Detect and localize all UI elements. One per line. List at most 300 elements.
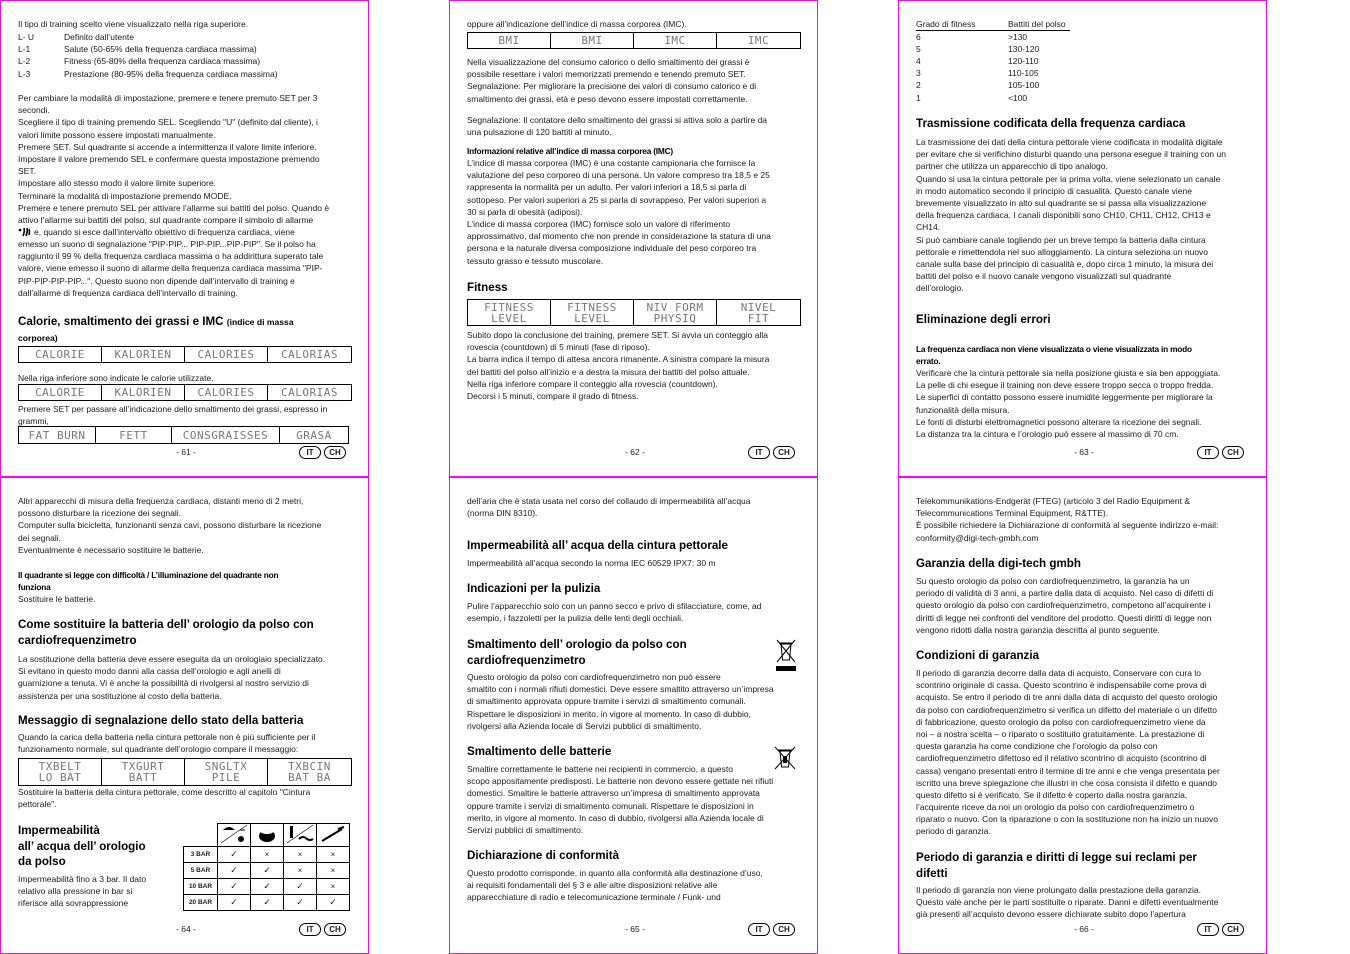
text-line: noi – a nostra scelta – o riparato o sostituito gratuitamente. La prestazione di xyxy=(916,728,1205,739)
text-line: da polso con cardiofrequenzimetro si verifica un difetto del materiale o un difetto xyxy=(916,704,1217,715)
text-line: merito, in vigore al momento. In caso di dubbio, rivolgersi alla Azienda locale di xyxy=(467,812,764,823)
water-resistance-table xyxy=(183,823,350,911)
text-line: cardiofrequenzimetro difettoso ed il relativo scontrino di acquisto (scontrino di xyxy=(916,753,1207,764)
table-cell: >130 xyxy=(1008,32,1028,43)
paragraph xyxy=(18,18,248,30)
text-line: smaltimento dei grassi, età e peso devono essere impostati correttamente. xyxy=(467,93,748,104)
cross-icon: × xyxy=(317,879,350,895)
page-number: - 65 - xyxy=(625,924,645,934)
heading-subtext: corporea) xyxy=(18,333,58,343)
lcd-cell: NIV FORM PHYSIQ xyxy=(634,300,717,325)
text-line: funzionalità della misura. xyxy=(916,404,1010,415)
lcd-display-calories xyxy=(18,346,352,363)
text-line: Eventualmente è necessario sostituire le batterie. xyxy=(18,544,204,555)
table-cell: 105-100 xyxy=(1008,80,1040,91)
badge-it: IT xyxy=(748,923,770,936)
text-line: Terminare la modalità di impostazione premendo MODE. xyxy=(18,190,232,201)
text-line: Il quadrante si legge con difficoltà / L’illuminazione del quadrante non xyxy=(18,570,279,580)
text-line: La pelle di chi esegue il training non deve essere troppo secca o troppo fredda. xyxy=(916,380,1214,391)
badge-it: IT xyxy=(299,446,321,459)
heading-line: Smaltimento dell’ orologio da polso con xyxy=(467,638,687,651)
check-icon: ✓ xyxy=(284,879,317,895)
paragraph xyxy=(18,403,327,427)
text-line: raggiunto il 99 % della frequenza cardiaca massima o ha addirittura superato tale xyxy=(18,251,324,262)
language-badges xyxy=(1197,446,1244,459)
paragraph xyxy=(916,884,1218,921)
text-line: Si può cambiare canale togliendo per un breve tempo la batteria dalla cintura xyxy=(916,234,1206,245)
table-row xyxy=(916,55,1070,67)
lcd-cell: NIVEL FIT xyxy=(740,300,777,325)
paragraph xyxy=(18,653,325,702)
section-heading xyxy=(916,850,1197,881)
text-line: PIP-PIP-PIP-PIP...". Questo suono non dipende dall’intervallo di training e xyxy=(18,275,295,286)
paragraph xyxy=(916,495,1218,544)
text-line: dall’allarme di frequenza cardiaca dell’intervallo di training. xyxy=(18,287,238,298)
text-line: È possibile richiedere la Dichiarazione di conformità al seguente indirizzo e-mail: xyxy=(916,520,1219,531)
page-66 xyxy=(898,477,1267,954)
text-line: pettorale". xyxy=(18,799,57,810)
heading-text: Calorie, smaltimento dei grassi e IMC xyxy=(18,315,227,328)
paragraph xyxy=(916,667,1220,838)
text-line: questa garanzia ha come condizione che l’orologio da polso con xyxy=(916,741,1158,752)
heading-line: cardiofrequenzimetro xyxy=(18,633,137,647)
level-code: L- U xyxy=(18,32,35,42)
pressure-label: 10 BAR xyxy=(184,879,218,895)
paragraph xyxy=(916,367,1220,440)
text-line: dei battiti del polso all’inizio e a destra la misura dei battiti del polso attuale. xyxy=(467,366,750,377)
cross-icon: × xyxy=(317,863,350,879)
text-line: per evitare che si verifichino disturbi quando una persona esegue il training con un xyxy=(916,149,1226,160)
text-line: CH14. xyxy=(916,222,941,233)
text-line: Impostare allo stesso modo il valore limite superiore. xyxy=(18,178,216,189)
section-heading: Indicazioni per la pulizia xyxy=(467,582,601,595)
badge-it: IT xyxy=(299,923,321,936)
level-description: Salute (50-65% della frequenza cardiaca massima) xyxy=(64,44,257,55)
text-line: brevemente visualizzato in alto sul quadrante se si passa alla visualizzazione xyxy=(916,197,1207,208)
text-line: Servizi pubblici di smaltimento. xyxy=(467,824,584,835)
paragraph xyxy=(18,873,146,910)
check-icon: ✓ xyxy=(317,895,350,911)
text-line: sottopeso. Per valori superiori a 25 si parla di sovrappeso. Per valori superiori a xyxy=(467,194,767,205)
page-number: - 64 - xyxy=(176,924,196,934)
text-line: L’indice di massa corporea (IMC) è una costante campionaria che fornisce la xyxy=(467,158,756,168)
lcd-cell: TXBELT LO BAT xyxy=(19,759,102,785)
text-line: Il periodo di garanzia non viene prolungato dalla prestazione della garanzia. xyxy=(916,885,1201,895)
table-cell: 4 xyxy=(916,56,921,67)
check-icon: ✓ xyxy=(251,863,284,879)
heading-subtext: (indice di massa xyxy=(226,317,294,327)
level-description: Definito dall’utente xyxy=(64,32,134,42)
text-line: periodo di validità di 3 anni, a partire dalla data di acquisto. Nel caso di difetti di xyxy=(916,588,1214,599)
paragraph xyxy=(467,157,771,267)
text-line: Verificare che la cintura pettorale sia nella posizione giusta e sia ben appoggiata. xyxy=(916,368,1221,378)
check-icon: ✓ xyxy=(251,895,284,911)
crossed-bin-icon xyxy=(775,638,797,672)
text-line: smaltito con i normali rifiuti domestici. Deve essere smaltito attraverso un’impresa xyxy=(467,684,774,695)
language-badges xyxy=(748,446,795,459)
swimming-icon xyxy=(284,824,317,847)
pressure-label: 20 BAR xyxy=(184,895,218,911)
text-line: cassa) vengano presentati entro il termine di tre anni e che venga presentata per xyxy=(916,765,1220,776)
text-line: Quando la carica della batteria nella cintura pettorale non è più sufficiente per il xyxy=(18,732,316,742)
pressure-label: 5 BAR xyxy=(184,863,218,879)
text-line: Pulire l’apparecchio solo con un panno secco e privo di sfilacciature, come, ad xyxy=(467,601,762,611)
paragraph xyxy=(467,18,687,30)
heading-line: all’ acqua dell’ orologio xyxy=(18,839,146,853)
text-line: valutazione del peso corporeo di una persona. Un valore compreso tra 18,5 e 25 xyxy=(467,170,770,181)
section-heading: Eliminazione degli errori xyxy=(916,313,1051,326)
table-row xyxy=(184,863,350,879)
paragraph xyxy=(18,372,214,384)
text-line: errato. xyxy=(916,356,941,367)
text-line: relativo alla pressione in bar si xyxy=(18,886,133,897)
list-item xyxy=(18,31,278,43)
paragraph xyxy=(916,136,1226,294)
page-62 xyxy=(449,0,818,477)
text-line: Segnalazione: Per migliorare la precisione dei valori di consumo calorico e di xyxy=(467,81,757,92)
badge-ch: CH xyxy=(773,923,795,936)
paragraph xyxy=(467,114,767,138)
text-line: La frequenza cardiaca non viene visualizzata o viene visualizzata in modo xyxy=(916,344,1192,354)
text-line: Premere SET. Sul quadrante si accende a intermittenza il valore limite inferiore. xyxy=(18,141,317,152)
lcd-cell: SNGLTX PILE xyxy=(185,759,268,785)
text-line: emesso un suono di segnalazione "PIP-PIP... PIP-PIP...PIP-PIP". Se il polso ha xyxy=(18,239,316,249)
list-item xyxy=(18,68,278,80)
text-line: approssimativo, dal momento che non prende in considerazione la statura di una xyxy=(467,231,771,242)
text-line: Telekommunikations-Endgerät (FTEG) (articolo 3 del Radio Equipment & xyxy=(916,496,1191,506)
text-line: dei segnali. xyxy=(18,532,62,543)
lcd-cell: CONSGRAISSES xyxy=(172,427,280,443)
text-line: Questo prodotto corrisponde, in quanto alla conformità alla destinazione d’uso, xyxy=(467,868,763,878)
table-row xyxy=(184,879,350,895)
level-code: L-3 xyxy=(18,68,31,79)
badge-ch: CH xyxy=(324,446,346,459)
text-line: La distanza tra la cintura e l’orologio può essere al massimo di 70 cm. xyxy=(916,428,1179,439)
table-cell: 3 xyxy=(916,68,921,79)
subheading xyxy=(18,569,278,593)
heart-alarm-icon xyxy=(18,227,31,237)
text-line: SET. xyxy=(18,166,36,177)
text-line: della frequenza cardiaca. I canali disponibili sono CH10, CH11, CH12, CH13 e xyxy=(916,210,1211,221)
text-line: Impostare il valore premendo SEL e confermare questa impostazione premendo xyxy=(18,153,320,164)
cross-icon: × xyxy=(284,863,317,879)
subheading xyxy=(916,343,1192,367)
paragraph xyxy=(467,495,751,519)
lcd-cell: CALORIAS xyxy=(281,348,338,361)
check-icon: ✓ xyxy=(251,879,284,895)
text-line: in modo automatico secondo il principio di casualità. Questo canale viene xyxy=(916,185,1192,196)
text-line: rappresenta la normalità per un adulto. Per valori inferiori a 18,5 si parla di xyxy=(467,182,747,193)
section-heading: Messaggio di segnalazione dello stato della batteria xyxy=(18,714,304,727)
text-line: 30 si parla di obesità (adiposi). xyxy=(467,206,583,217)
badge-it: IT xyxy=(1197,446,1219,459)
lcd-cell: CALORIAS xyxy=(281,386,338,399)
table-cell: 120-110 xyxy=(1008,56,1039,67)
text-line: oppure tramite i servizi di smaltimento comunali. Rispettare le disposizioni in xyxy=(467,800,754,811)
text-line: Segnalazione: Il contatore dello smaltimento dei grassi si attiva solo a partire da xyxy=(467,115,768,125)
text-line: riferisce alla sovrappressione xyxy=(18,898,129,909)
lcd-cell: GRASA xyxy=(296,428,332,442)
section-heading: Condizioni di garanzia xyxy=(916,649,1040,662)
check-icon: ✓ xyxy=(218,895,251,911)
text-line: Subito dopo la conclusione del training, premere SET. Si avvia un conteggio alla xyxy=(467,330,768,340)
section-heading: Garanzia della digi-tech gmbh xyxy=(916,557,1081,570)
text-line: acquisto. Se entro il periodo di tre anni dalla data di acquisto del questo orologio xyxy=(916,692,1218,703)
text-line: apparecchiature di radio e telecomunicazione terminale / Funk- und xyxy=(467,892,721,903)
page-63 xyxy=(898,0,1267,477)
paragraph xyxy=(467,329,769,402)
text-line: vengono ridotti dalla nostra garanzia descritta al punto seguente. xyxy=(916,624,1160,635)
text-line: oppure all’indicazione dell’indice di massa corporea (IMC). xyxy=(467,19,687,29)
paragraph xyxy=(916,575,1213,636)
cross-icon: × xyxy=(251,847,284,863)
table-row xyxy=(916,79,1070,91)
crossed-battery-bin-icon xyxy=(773,745,797,771)
text-line: Computer sulla bicicletta, funzionanti senza cavi, possono disturbare la ricezione xyxy=(18,520,322,531)
table-cell: 110-105 xyxy=(1008,68,1039,79)
lcd-cell: IMC xyxy=(634,33,717,48)
lcd-cell: IMC xyxy=(747,34,770,47)
lcd-cell: TXBCIN BAT BA xyxy=(288,760,331,784)
diving-icon xyxy=(317,824,350,847)
text-line: L’indice di massa corporea (IMC) fornisce solo un valore di riferimento xyxy=(467,218,731,229)
text-line: canale sulla base del principio di casualità e, dopo circa 1 minuto, la misura dei xyxy=(916,258,1214,269)
level-code: L-2 xyxy=(18,56,31,67)
section-heading xyxy=(18,823,146,870)
column-header: Grado di fitness xyxy=(916,18,1008,31)
paragraph xyxy=(467,600,761,624)
text-line: di smaltimento approvata oppure tramite i servizi di smaltimento comunali. xyxy=(467,696,746,707)
table-row xyxy=(916,67,1070,79)
lcd-cell: CALORIE xyxy=(19,347,102,362)
text-line: iscritto una breve spiegazione che illustri in che cosa consista il difetto e quando xyxy=(916,777,1217,788)
text-line: Per cambiare la modalità di impostazione, premere e tenere premuto SET per 3 xyxy=(18,93,318,103)
check-icon: ✓ xyxy=(218,879,251,895)
text-line: diritti di legge nei confronti del venditore del prodotto. Questi diritti di legge non xyxy=(916,612,1212,623)
paragraph xyxy=(467,867,763,904)
text-line: scopo appositamente predisposti. Le batterie non devono essere gettate nei rifiuti xyxy=(467,776,774,787)
text-line: persona e la naturale diversa composizione individuale del peso corporeo tra xyxy=(467,243,757,254)
text-line: Sostituire la batteria della cintura pettorale, come descritto al capitolo "Cintura xyxy=(18,787,311,797)
rain-splash-icon xyxy=(218,824,251,847)
heading-line: Come sostituire la batteria dell’ orologio da polso con xyxy=(18,618,314,631)
text-line: Questo orologio da polso con cardiofrequenzimetro non può essere xyxy=(467,672,721,682)
section-heading xyxy=(467,637,687,668)
text-line: (norma DIN 8310). xyxy=(467,508,538,519)
fitness-grade-table xyxy=(916,18,1070,104)
text-line: Quando si usa la cintura pettorale per la prima volta, viene selezionato un canale xyxy=(916,173,1221,184)
lcd-cell: BMI xyxy=(551,33,634,48)
text-line: Scegliere il tipo di training premendo SEL. Scegliendo "U" (definito dal cliente), i xyxy=(18,117,318,128)
language-badges xyxy=(299,446,346,459)
check-icon: ✓ xyxy=(284,895,317,911)
paragraph xyxy=(18,731,316,755)
text-line: l’acquirente riceve da noi un orologio da polso con cardiofrequenzimetro o xyxy=(916,802,1195,813)
heading-line: Impermeabilità xyxy=(18,824,100,837)
heading-line: Periodo di garanzia e diritti di legge sui reclami per xyxy=(916,851,1197,864)
section-heading: Dichiarazione di conformità xyxy=(467,849,620,862)
list-item xyxy=(18,55,278,67)
text-line: La sostituzione della batteria deve essere eseguita da un orologiaio specializzato. xyxy=(18,654,326,664)
lcd-cell: FAT BURN xyxy=(19,427,96,443)
lcd-cell: KALORIEN xyxy=(102,347,185,362)
text-line: funziona xyxy=(18,582,51,593)
paragraph xyxy=(467,763,773,836)
table-row xyxy=(916,92,1070,104)
lcd-cell: FITNESS LEVEL xyxy=(551,300,634,325)
check-icon: ✓ xyxy=(218,847,251,863)
text-line: battiti del polso e il nuovo canale vengono visualizzati sul quadrante xyxy=(916,271,1172,282)
paragraph xyxy=(467,56,756,105)
text-line: funzionamento normale, sul quadrante dell’orologio compare il messaggio: xyxy=(18,744,299,755)
table-row xyxy=(184,895,350,911)
text-line: di fabbricazione, questo orologio da polso con cardiofrequenzimetro viene da xyxy=(916,716,1206,727)
text-line: Altri apparecchi di misura della frequenza cardiaca, distanti meno di 2 metri, xyxy=(18,496,304,506)
badge-ch: CH xyxy=(1222,923,1244,936)
badge-it: IT xyxy=(748,446,770,459)
text-line: conformity@digi-tech-gmbh.com xyxy=(916,532,1039,543)
text-line: Decorsi i 5 minuti, compare il grado di fitness. xyxy=(467,390,639,401)
badge-ch: CH xyxy=(324,923,346,936)
badge-ch: CH xyxy=(1222,446,1244,459)
text-line: Telecommunications Terminal Equipment, R&TTE). xyxy=(916,508,1109,519)
lcd-display-battery xyxy=(18,758,352,786)
cross-icon: × xyxy=(317,847,350,863)
text-line: Smaltire correttamente le batterie nei recipienti in commercio, a questo xyxy=(467,764,733,774)
level-description: Prestazione (80-95% della frequenza cardiaca massima) xyxy=(64,68,278,79)
lcd-display-fat-burn xyxy=(18,426,349,444)
lcd-cell: FETT xyxy=(96,427,172,443)
text-line: possono disturbare la ricezione dei segnali. xyxy=(18,508,182,519)
text-line: assistenza per una sostituzione al costo della batteria. xyxy=(18,690,222,701)
section-heading: Fitness xyxy=(467,281,508,294)
text-line: scontrino originale di cassa. Questo scontrino è indispensabile come prova di xyxy=(916,680,1207,691)
text-line: Le superfici di contatto possono essere inumidite leggermente per migliorare la xyxy=(916,392,1213,403)
section-heading xyxy=(18,314,294,346)
text-line: Nella riga inferiore compare il conteggio alla rovescia (countdown). xyxy=(467,378,718,389)
cross-icon: × xyxy=(284,847,317,863)
text-line: possibile resettare i valori memorizzati premendo e tenendo premuto SET. xyxy=(467,69,746,80)
page-number: - 61 - xyxy=(176,447,196,457)
paragraph xyxy=(18,495,321,556)
paragraph xyxy=(467,671,774,732)
text-line: dell’orologio. xyxy=(916,283,964,294)
text-line: secondi. xyxy=(18,105,50,116)
text-line: La barra indica il tempo di attesa ancora rimanente. A sinistra compare la misura xyxy=(467,354,770,365)
lcd-cell: FITNESS LEVEL xyxy=(468,300,551,325)
text-line: valore, viene emesso il suono di allarme della frequenza cardiaca massima "PIP- xyxy=(18,263,323,274)
lcd-cell: CALORIES xyxy=(185,347,268,362)
badge-it: IT xyxy=(1197,923,1219,936)
heading-line: difetti xyxy=(916,866,948,880)
text-line: guarnizione a tenuta. Vi è anche la possibilità di rivolgersi al nostro servizio di xyxy=(18,678,309,689)
text-line: dell’aria che è stata usata nel corso del collaudo di impermeabilità all’acqua xyxy=(467,496,751,506)
table-cell: <100 xyxy=(1008,92,1028,103)
section-heading: Smaltimento delle batterie xyxy=(467,745,612,758)
text-line: periodo di garanzia. xyxy=(916,826,991,837)
lcd-display-calories xyxy=(18,384,352,401)
paragraph xyxy=(18,238,323,299)
text-line: partner che utilizza un apparecchio di tipo analogo. xyxy=(916,161,1108,172)
text-line: Su questo orologio da polso con cardiofrequenzimetro, la garanzia ha un xyxy=(916,576,1190,586)
text-line: Questo vale anche per le parti sostituite o riparate. Danni e difetti eventualmente xyxy=(916,897,1219,908)
lcd-cell: KALORIEN xyxy=(102,385,185,400)
lcd-cell: CALORIES xyxy=(185,385,268,400)
lcd-cell: TXGURT BATT xyxy=(102,759,185,785)
level-description: Fitness (65-80% della frequenza cardiaca massima) xyxy=(64,56,261,67)
page-61 xyxy=(0,0,369,477)
table-cell: 6 xyxy=(916,32,921,43)
text-line: rivolgersi alla Azienda locale di Servizi pubblici di smaltimento. xyxy=(467,720,702,731)
paragraph xyxy=(18,92,329,226)
pressure-label: 3 BAR xyxy=(184,847,218,863)
text-line: Rispettare le disposizioni in merito, in vigore al momento. In caso di dubbio, xyxy=(467,708,751,719)
language-badges xyxy=(299,923,346,936)
column-header: Battiti del polso xyxy=(1008,18,1070,31)
badge-ch: CH xyxy=(773,446,795,459)
paragraph xyxy=(18,593,95,605)
page-number: - 63 - xyxy=(1074,447,1094,457)
training-level-list xyxy=(18,31,278,80)
page-number: - 62 - xyxy=(625,447,645,457)
text-line: Si evitano in questo modo danni alla cassa dell’orologio e agli anelli di xyxy=(18,666,281,677)
language-badges xyxy=(748,923,795,936)
table-cell: 130-120 xyxy=(1008,44,1040,55)
lcd-display-bmi xyxy=(467,32,801,49)
paragraph xyxy=(18,226,295,238)
paragraph xyxy=(18,786,310,810)
text-line: ai requisiti fondamentali del § 3 e alle altre disposizioni relative alle xyxy=(467,880,718,891)
table-row xyxy=(916,31,1070,44)
text-line: già presenti all’acquisto devono essere dichiarate subito dopo l’apertura xyxy=(916,909,1186,920)
section-heading xyxy=(18,617,314,648)
text-line: rovescia (countdown) di 5 minuti (fase di riposo). xyxy=(467,342,650,353)
table-row xyxy=(916,43,1070,55)
text-line: riparato o nuovo. Con la riparazione o con la sostituzione non ha inizio un nuovo xyxy=(916,814,1218,825)
text-line: esempio, i fazzoletti per la pulizia delle lenti degli occhiali. xyxy=(467,613,684,624)
text-line: una pulsazione di 120 battiti al minuto. xyxy=(467,127,612,138)
table-cell: 2 xyxy=(916,80,921,91)
text-line: Le fonti di disturbi elettromagnetici possono alterare la ricezione dei segnali. xyxy=(916,416,1202,427)
lcd-display-fitness xyxy=(467,299,801,326)
text-line: grammi, xyxy=(18,416,49,427)
section-heading: Impermeabilità all’ acqua della cintura pettorale xyxy=(467,539,728,552)
lcd-cell: CALORIE xyxy=(19,385,102,400)
text-line: pettorale e rimettendola nel suo alloggiamento. La cintura seleziona un nuovo xyxy=(916,246,1209,257)
text-line: Il periodo di garanzia decorre dalla data di acquisto. Conservare con cura lo xyxy=(916,668,1201,678)
paragraph xyxy=(467,557,716,569)
text-line: Premere SET per passare all’indicazione dello smaltimento dei grassi, espresso in xyxy=(18,404,328,414)
text-line: Premere e tenere premuto SEL per attivare l’allarme sui battiti del polso. Quando è xyxy=(18,202,330,213)
page-64 xyxy=(0,477,369,954)
language-badges xyxy=(1197,923,1244,936)
heading-line: da polso xyxy=(18,855,66,869)
text-line: questo difetto si è verificato. Se il difetto è coperto dalla nostra garanzia, xyxy=(916,789,1188,800)
text-line: Impermeabilità fino a 3 bar. Il dato xyxy=(18,874,147,884)
table-row xyxy=(184,847,350,863)
subheading: Informazioni relative all’indice di massa corporea (IMC) xyxy=(467,146,673,156)
text-line: attivo l’allarme sui battiti del polso, sul quadrante compare il simbolo di allarme xyxy=(18,214,314,225)
check-icon: ✓ xyxy=(218,863,251,879)
lcd-cell: BMI xyxy=(468,33,551,48)
text-line: e, quando si esce dall’intervallo obiettivo di frequenza cardiaca, viene xyxy=(34,227,295,237)
level-code: L-1 xyxy=(18,44,31,55)
text-line: tessuto grasso e tessuto muscolare. xyxy=(467,255,604,266)
text-line: Nella visualizzazione del consumo calorico o dello smaltimento dei grassi è xyxy=(467,57,750,67)
shower-bath-icon xyxy=(251,824,284,847)
page-65 xyxy=(449,477,818,954)
heading-line: cardiofrequenzimetro xyxy=(467,653,586,667)
